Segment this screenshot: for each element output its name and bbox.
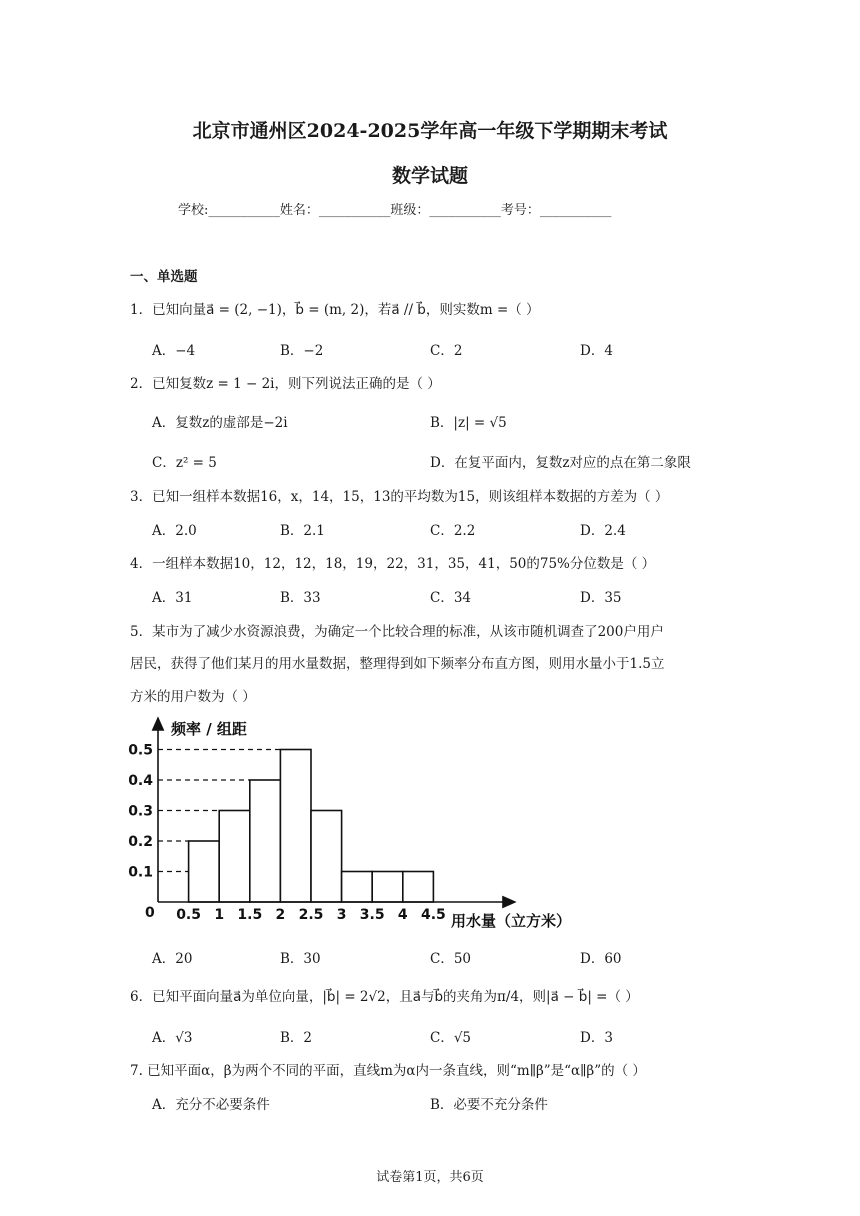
question-3-stem: 3．已知一组样本数据16，x，14，15，13的平均数为15，则该组样本数据的方差为（ ） <box>130 489 669 505</box>
question-5-option-b: B．30 <box>280 951 321 967</box>
frequency-histogram <box>125 712 605 937</box>
question-5-option-c: C．50 <box>430 951 472 967</box>
question-7-option-b: B．必要不充分条件 <box>430 1097 548 1113</box>
histogram-bar <box>403 872 434 903</box>
question-2-option-b: B．|z| = √5 <box>430 415 507 431</box>
page-footer: 试卷第1页，共6页 <box>376 1170 484 1185</box>
question-5-option-a: A．20 <box>152 951 193 967</box>
question-1-option-a: A．−4 <box>152 343 196 359</box>
question-2-option-d: D．在复平面内，复数z对应的点在第二象限 <box>430 455 691 471</box>
histogram-bar <box>372 872 403 903</box>
x-tick-label: 3.5 <box>359 907 385 923</box>
question-2-option-c: C．z² = 5 <box>152 455 217 471</box>
histogram-bar <box>280 750 311 903</box>
y-tick-label: 0.5 <box>128 742 153 759</box>
page-title: 北京市通州区2024-2025学年高一年级下学期期末考试 <box>192 120 668 142</box>
x-tick-label: 1 <box>214 907 225 923</box>
question-1-option-b: B．−2 <box>280 343 324 359</box>
question-1-option-d: D．4 <box>580 343 613 359</box>
histogram-bar <box>189 841 220 902</box>
question-3-option-c: C．2.2 <box>430 523 476 539</box>
histogram-bar <box>311 811 342 903</box>
x-tick-label: 4.5 <box>420 907 446 923</box>
x-tick-label: 2.5 <box>298 907 324 923</box>
y-tick-label: 0.2 <box>128 834 153 850</box>
question-7-stem: 7. 已知平面α，β为两个不同的平面，直线m为α内一条直线，则“m∥β”是“α∥β”的（ ） <box>130 1063 646 1079</box>
question-2-stem: 2．已知复数z = 1 − 2i，则下列说法正确的是（ ） <box>130 376 441 392</box>
question-6-stem: 6．已知平面向量a⃗为单位向量，|b⃗| = 2√2，且a⃗与b⃗的夹角为π/4，则|a⃗ − b⃗| =（ ） <box>130 989 639 1005</box>
section-heading: 一、单选题 <box>130 269 198 285</box>
page-subtitle: 数学试题 <box>391 165 468 187</box>
x-tick-label: 2 <box>275 907 286 923</box>
question-5-stem-line-1: 5．某市为了减少水资源浪费，为确定一个比较合理的标准，从该市随机调查了200户用户 <box>130 624 664 640</box>
question-2-option-a: A．复数z的虚部是−2i <box>152 415 288 431</box>
y-tick-label: 0.3 <box>128 803 153 820</box>
student-info-line: 学校:___________姓名：___________班级：___________考号：___________ <box>178 203 612 218</box>
y-tick-label: 0.1 <box>128 864 153 881</box>
question-6-option-b: B．2 <box>280 1030 313 1046</box>
x-tick-label: 1.5 <box>237 907 263 923</box>
question-5-stem-line-2: 居民，获得了他们某月的用水量数据，整理得到如下频率分布直方图，则用水量小于1.5立 <box>130 656 665 672</box>
x-tick-label: 3 <box>336 907 347 923</box>
question-5-option-d: D．60 <box>580 951 622 967</box>
question-3-option-d: D．2.4 <box>580 523 626 539</box>
origin-label: 0 <box>145 905 155 921</box>
question-4-option-a: A．31 <box>152 590 193 606</box>
histogram-bar <box>250 780 281 902</box>
question-4-stem: 4．一组样本数据10，12，12，18，19，22，31，35，41，50的75%分位数是（ ） <box>130 556 656 572</box>
question-6-option-a: A．√3 <box>152 1030 193 1046</box>
question-6-option-d: D．3 <box>580 1030 613 1046</box>
question-3-option-b: B．2.1 <box>280 523 325 539</box>
x-axis-label: 用水量（立方米） <box>451 912 572 930</box>
question-6-option-c: C．√5 <box>430 1030 472 1046</box>
x-tick-label: 4 <box>397 907 408 923</box>
question-4-option-d: D．35 <box>580 590 622 606</box>
question-1-stem: 1．已知向量a⃗ = (2, −1)，b⃗ = (m, 2)，若a⃗ // b⃗，则实数m =（ ） <box>130 302 540 318</box>
question-7-option-a: A．充分不必要条件 <box>152 1097 270 1113</box>
histogram-bar <box>342 872 373 903</box>
y-axis-label: 频率 / 组距 <box>171 720 247 738</box>
question-4-option-b: B．33 <box>280 590 321 606</box>
histogram-bar <box>219 811 250 903</box>
question-1-option-c: C．2 <box>430 343 463 359</box>
y-tick-label: 0.4 <box>128 773 153 789</box>
question-3-option-a: A．2.0 <box>152 523 197 539</box>
question-4-option-c: C．34 <box>430 590 472 606</box>
question-5-stem-line-3: 方米的用户数为（ ） <box>130 689 256 705</box>
x-tick-label: 0.5 <box>176 907 202 923</box>
